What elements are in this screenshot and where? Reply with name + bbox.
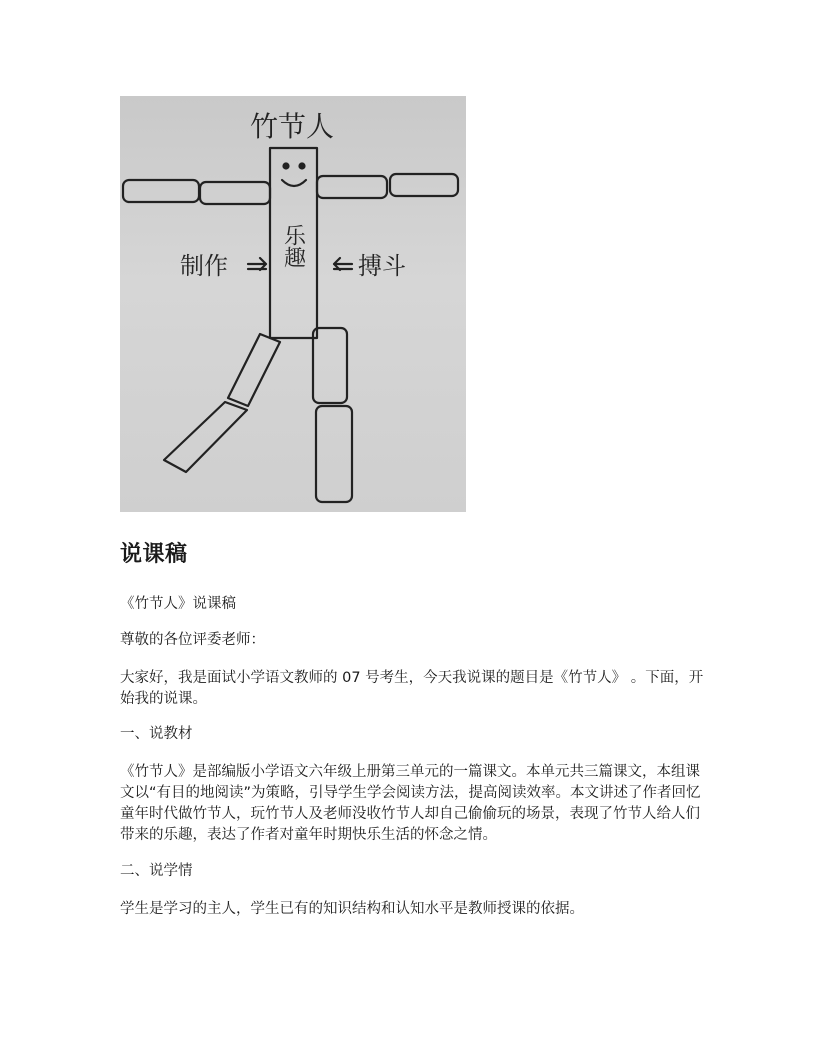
section-heading-textbook: 一、说教材: [120, 726, 193, 742]
bamboo-man-drawing: [120, 96, 466, 512]
drawing-title: 竹节人: [250, 110, 335, 143]
page-title: 说课稿: [120, 542, 188, 567]
eye-icon: [300, 164, 305, 169]
smile-icon: [282, 180, 306, 186]
eye-icon: [284, 164, 289, 169]
drawing-center-label: 乐趣: [280, 224, 306, 268]
section-heading-students: 二、说学情: [120, 863, 193, 879]
paragraph-greeting: 尊敬的各位评委老师：: [120, 632, 265, 648]
paragraph-intro: 大家好，我是面试小学语文教师的 07 号考生，今天我说课的题目是《竹节人》 。下面，开始我的说课。: [120, 670, 704, 707]
drawing-left-label: 制作: [180, 252, 228, 280]
paragraph-doc-title: 《竹节人》说课稿: [120, 596, 236, 612]
paragraph-students: 学生是学习的主人，学生已有的知识结构和认知水平是教师授课的依据。: [120, 901, 584, 917]
paragraph-textbook: 《竹节人》是部编版小学语文六年级上册第三单元的一篇课文。本单元共三篇课文，本组课文以“有目的地阅读”为策略，引导学生学会阅读方法，提高阅读效率。本文讲述了作者回忆童年时代做竹节人，玩竹节人及老师没收竹节人却自己偷偷玩的场景，表现了竹节人给人们带来的乐趣，表达了作者对童年时期快乐生活的怀念之情。: [120, 764, 701, 843]
drawing-right-label: 搏斗: [358, 252, 406, 280]
